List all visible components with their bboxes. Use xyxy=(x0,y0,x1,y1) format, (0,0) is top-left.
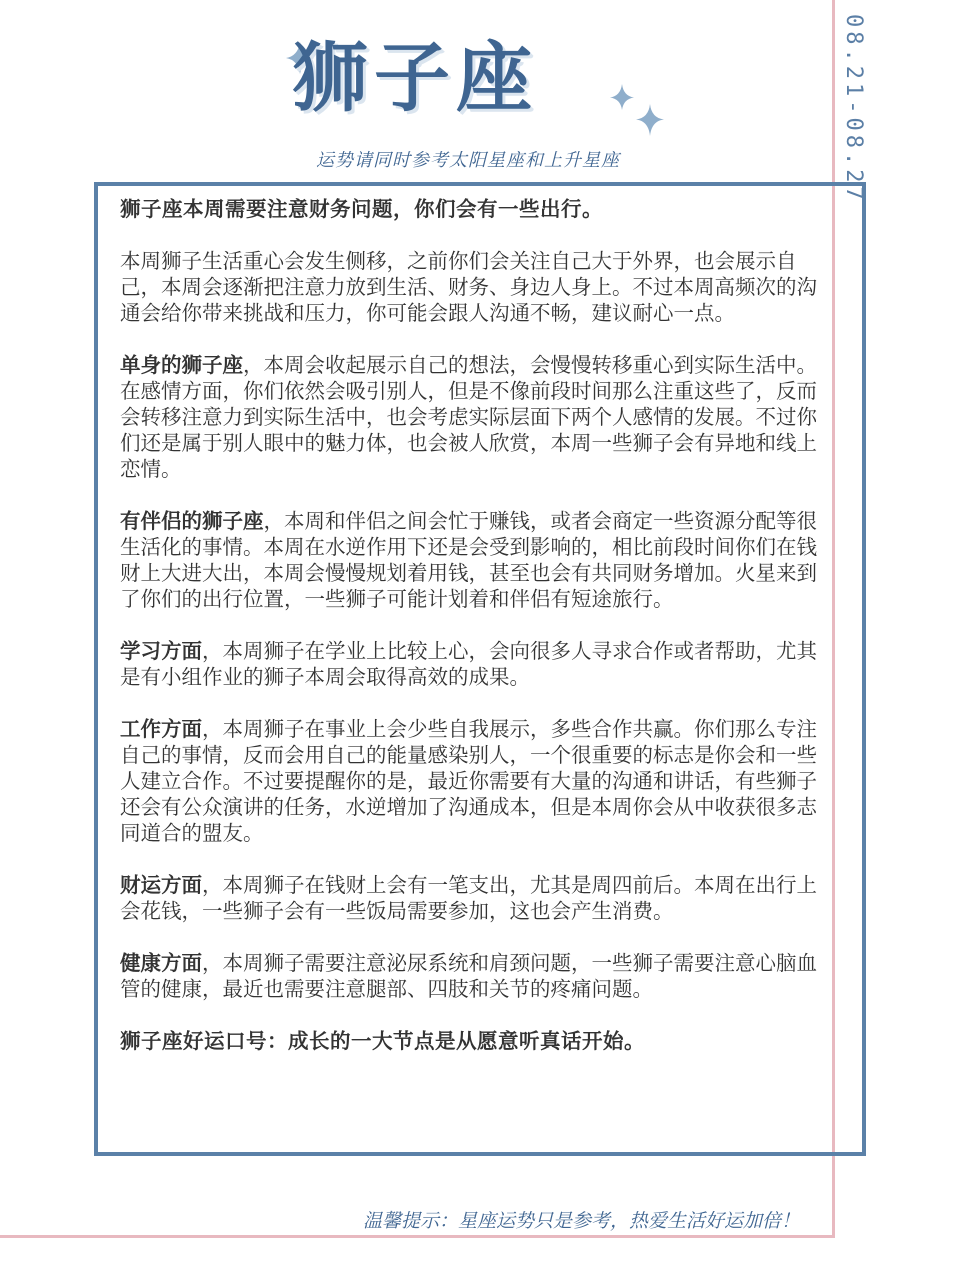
section-label: 财运方面 xyxy=(120,873,202,897)
page-title: 狮子座 xyxy=(292,33,538,122)
section-couple xyxy=(120,508,820,612)
intro-paragraph: 本周狮子生活重心会发生侧移，之前你们会关注自己大于外界，也会展示自己，本周会逐渐把注意力放到生活、财务、身边人身上。不过本周高频次的沟通会给你带来挑战和压力，你可能会跟人沟通不畅，建议耐心一点。 xyxy=(120,249,817,325)
lucky-slogan: 狮子座好运口号：成长的一大节点是从愿意听真话开始。 xyxy=(120,1029,645,1053)
section-text: ，本周狮子在事业上会少些自我展示，多些合作共赢。你们那么专注自己的事情，反而会用自己的能量感染别人，一个很重要的标志是你会和一些人建立合作。不过要提醒你的是，最近你需要有大量的沟通和讲话，有些狮子还会有公众演讲的任务，水逆增加了沟通成本，但是本周你会从中收获很多志同道合的盟友。 xyxy=(120,717,817,845)
section-text: ，本周狮子需要注意泌尿系统和肩颈问题，一些狮子需要注意心脑血管的健康，最近也需要注意腿部、四肢和关节的疼痛问题。 xyxy=(120,951,817,1001)
pink-horizontal-line xyxy=(0,1235,835,1238)
section-finance xyxy=(120,872,820,924)
section-text: ，本周狮子在学业上比较上心，会向很多人寻求合作或者帮助，尤其是有小组作业的狮子本周会取得高效的成果。 xyxy=(120,639,817,689)
section-text: ，本周会收起展示自己的想法，会慢慢转移重心到实际生活中。在感情方面，你们依然会吸引别人，但是不像前段时间那么注重这些了，反而会转移注意力到实际生活中，也会考虑实际层面下两个人感情的发展。不过你们还是属于别人眼中的魅力体，也会被人欣赏，本周一些狮子会有异地和线上恋情。 xyxy=(120,353,817,481)
section-work xyxy=(120,716,820,846)
section-text: ，本周狮子在钱财上会有一笔支出，尤其是周四前后。本周在出行上会花钱，一些狮子会有一些饭局需要参加，这也会产生消费。 xyxy=(120,873,817,923)
footer-tip: 温馨提示：星座运势只是参考，热爱生活好运加倍！ xyxy=(363,1210,801,1232)
section-text: ，本周和伴侣之间会忙于赚钱，或者会商定一些资源分配等很生活化的事情。本周在水逆作用下还是会受到影响的，相比前段时间你们在钱财上大进大出，本周会慢慢规划着用钱，甚至也会有共同财务增加。火星来到了你们的出行位置，一些狮子可能计划着和伴侣有短途旅行。 xyxy=(120,509,817,611)
section-single xyxy=(120,352,820,482)
section-label: 学习方面 xyxy=(120,639,202,663)
section-label: 工作方面 xyxy=(120,717,202,741)
date-range: 08.21-08.27 xyxy=(841,14,866,204)
section-label: 单身的狮子座 xyxy=(120,353,243,377)
section-study xyxy=(120,638,820,690)
section-health xyxy=(120,950,820,1002)
section-label: 健康方面 xyxy=(120,951,202,975)
headline: 狮子座本周需要注意财务问题，你们会有一些出行。 xyxy=(120,197,603,221)
section-label: 有伴侣的狮子座 xyxy=(120,509,264,533)
subtitle: 运势请同时参考太阳星座和上升星座 xyxy=(316,150,620,171)
horoscope-content xyxy=(120,196,820,1080)
